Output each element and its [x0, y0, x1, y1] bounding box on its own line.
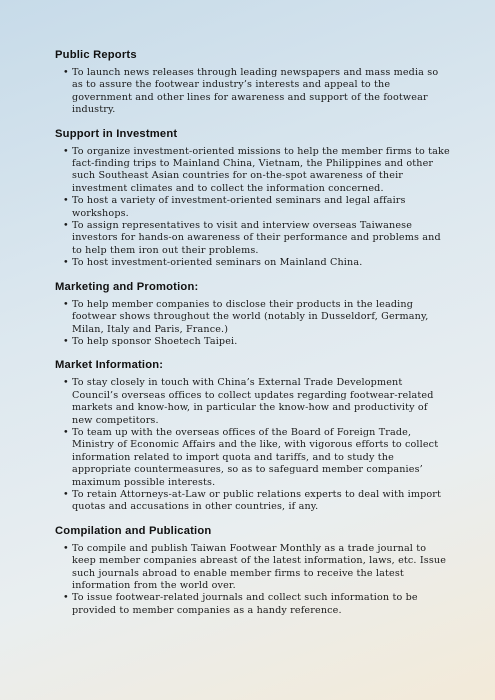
section-support-in-investment	[55, 128, 451, 270]
bullet-list	[55, 377, 451, 513]
section-public-reports	[55, 49, 451, 117]
list-item: • To host investment-oriented seminars on Mainland China.	[63, 257, 451, 269]
list-item: • To organize investment-oriented missions to help the member firms to take fact-finding trips to Mainland China, Vietnam, the Philippines and other such Southeast Asian countries for on-the-spot awareness of their investment climates and to collect the information concerned.	[63, 146, 451, 196]
section-heading: Compilation and Publication	[55, 524, 212, 537]
section-marketing-and-promotion	[55, 281, 451, 349]
list-item: • To help member companies to disclose their products in the leading footwear shows throughout the world (notably in Dusseldorf, Germany, Milan, Italy and Paris, France.)	[63, 299, 451, 336]
bullet-list	[55, 67, 451, 117]
section-heading: Public Reports	[55, 49, 137, 61]
list-item: • To stay closely in touch with China’s External Trade Development Council’s overseas offices to collect updates regarding footwear-related markets and know-how, in particular the know-how and productivity of new competitors.	[63, 377, 451, 427]
section-heading: Support in Investment	[55, 127, 178, 140]
list-item: • To issue footwear-related journals and collect such information to be provided to member companies as a handy reference.	[63, 592, 451, 617]
list-item: • To host a variety of investment-oriented seminars and legal affairs workshops.	[63, 195, 451, 220]
section-compilation-and-publication	[55, 525, 451, 617]
section-heading: Marketing and Promotion:	[55, 280, 199, 293]
list-item: • To help sponsor Shoetech Taipei.	[63, 336, 451, 348]
bullet-list	[55, 146, 451, 270]
list-item: • To compile and publish Taiwan Footwear Monthly as a trade journal to keep member companies abreast of the latest information, laws, etc. Issue such journals abroad to enable member firms to receive the latest information from the world over.	[63, 543, 451, 593]
bullet-list	[55, 299, 451, 349]
section-market-information	[55, 359, 451, 513]
list-item: • To retain Attorneys-at-Law or public relations experts to deal with import quotas and accusations in other countries, if any.	[63, 489, 451, 514]
list-item: • To team up with the overseas offices of the Board of Foreign Trade, Ministry of Economic Affairs and the like, with vigorous efforts to collect information related to import quota and tariffs, and to study the appropriate countermeasures, so as to safeguard member companies’ maximum possible interests.	[63, 427, 451, 489]
list-item: • To launch news releases through leading newspapers and mass media so as to assure the footwear industry’s interests and appeal to the government and other lines for awareness and support of the footwear industry.	[63, 67, 451, 117]
list-item: • To assign representatives to visit and interview overseas Taiwanese investors for hands-on awareness of their performance and problems and to help them iron out their problems.	[63, 220, 451, 257]
section-heading: Market Information:	[55, 359, 164, 372]
bullet-list	[55, 543, 451, 617]
